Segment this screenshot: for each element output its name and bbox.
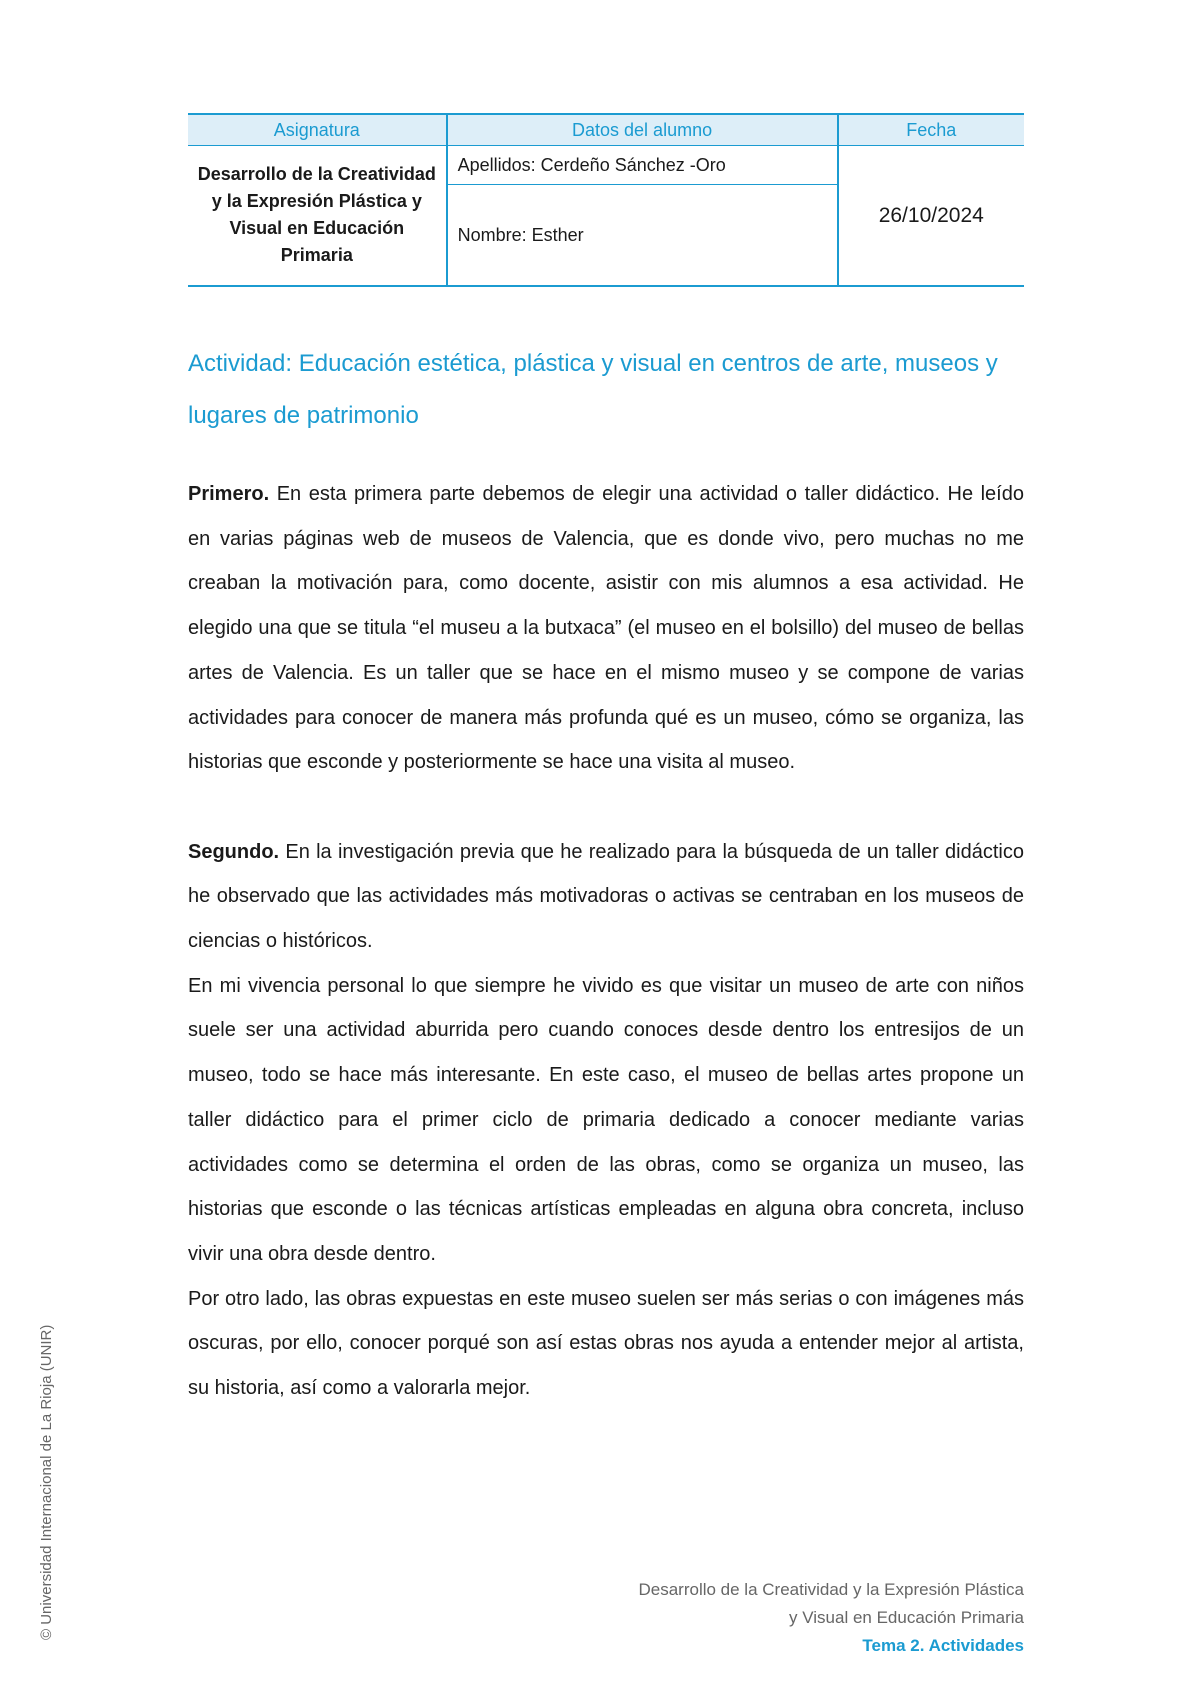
header-table	[188, 113, 1024, 287]
paragraph-text: En la investigación previa que he realizado para la búsqueda de un taller didáctico he observado que las actividades más motivadoras o activas se centraban en los museos de ciencias o históricos.	[188, 840, 1024, 953]
footer-topic: Tema 2. Actividades	[862, 1636, 1024, 1655]
paragraph-segundo	[188, 830, 1024, 964]
paragraph-vivencia: En mi vivencia personal lo que siempre he vivido es que visitar un museo de arte con niños suele ser una actividad aburrida pero cuando conoces desde dentro los entresijos de un museo, todo se hace más interesante. En este caso, el museo de bellas artes propone un taller didáctico para el primer ciclo de primaria dedicado a conocer mediante varias actividades como se determina el orden de las obras, como se organiza un museo, las historias que esconde o las técnicas artísticas empleadas en alguna obra concreta, incluso vivir una obra desde dentro.	[188, 974, 1024, 1265]
footer-course-line1: Desarrollo de la Creatividad y la Expresión Plástica	[638, 1580, 1024, 1599]
document-body	[188, 472, 1024, 1411]
paragraph-gap	[188, 785, 1024, 830]
paragraph-por-otro-lado: Por otro lado, las obras expuestas en este museo suelen ser más serias o con imágenes más oscuras, por ello, conocer porqué son así estas obras nos ayuda a entender mejor al artista, su historia, así como a valorarla mejor.	[188, 1287, 1024, 1400]
student-name: Nombre: Esther	[447, 185, 838, 287]
submission-date: 26/10/2024	[838, 146, 1024, 287]
activity-title: Actividad: Educación estética, plástica y visual en centros de arte, museos y lugares de patrimonio	[188, 350, 998, 429]
header-col-date: Fecha	[838, 114, 1024, 146]
header-col-student: Datos del alumno	[447, 114, 838, 146]
paragraph-lead-primero: Primero.	[188, 483, 270, 505]
paragraph-lead-segundo: Segundo.	[188, 840, 280, 863]
student-surname: Apellidos: Cerdeño Sánchez -Oro	[447, 146, 838, 185]
footer-course-line2: y Visual en Educación Primaria	[789, 1608, 1024, 1627]
copyright-notice: © Universidad Internacional de La Rioja (UNIR)	[38, 1324, 55, 1640]
page-footer	[638, 1576, 1024, 1660]
subject-name: Desarrollo de la Creatividad y la Expresión Plástica y Visual en Educación Primaria	[197, 163, 436, 265]
paragraph-primero	[188, 472, 1024, 785]
header-col-subject: Asignatura	[188, 114, 447, 146]
paragraph-text: En esta primera parte debemos de elegir una actividad o taller didáctico. He leído en varias páginas web de museos de Valencia, que es donde vivo, pero muchas no me creaban la motivación para, como docente, asistir con mis alumnos a esa actividad. He elegido una que se titula “el museu a la butxaca” (el museo en el bolsillo) del museo de bellas artes de Valencia. Es un taller que se hace en el mismo museo y se compone de varias actividades para conocer de manera más profunda qué es un museo, cómo se organiza, las historias que esconde y posteriormente se hace una visita al museo.	[188, 483, 1024, 774]
